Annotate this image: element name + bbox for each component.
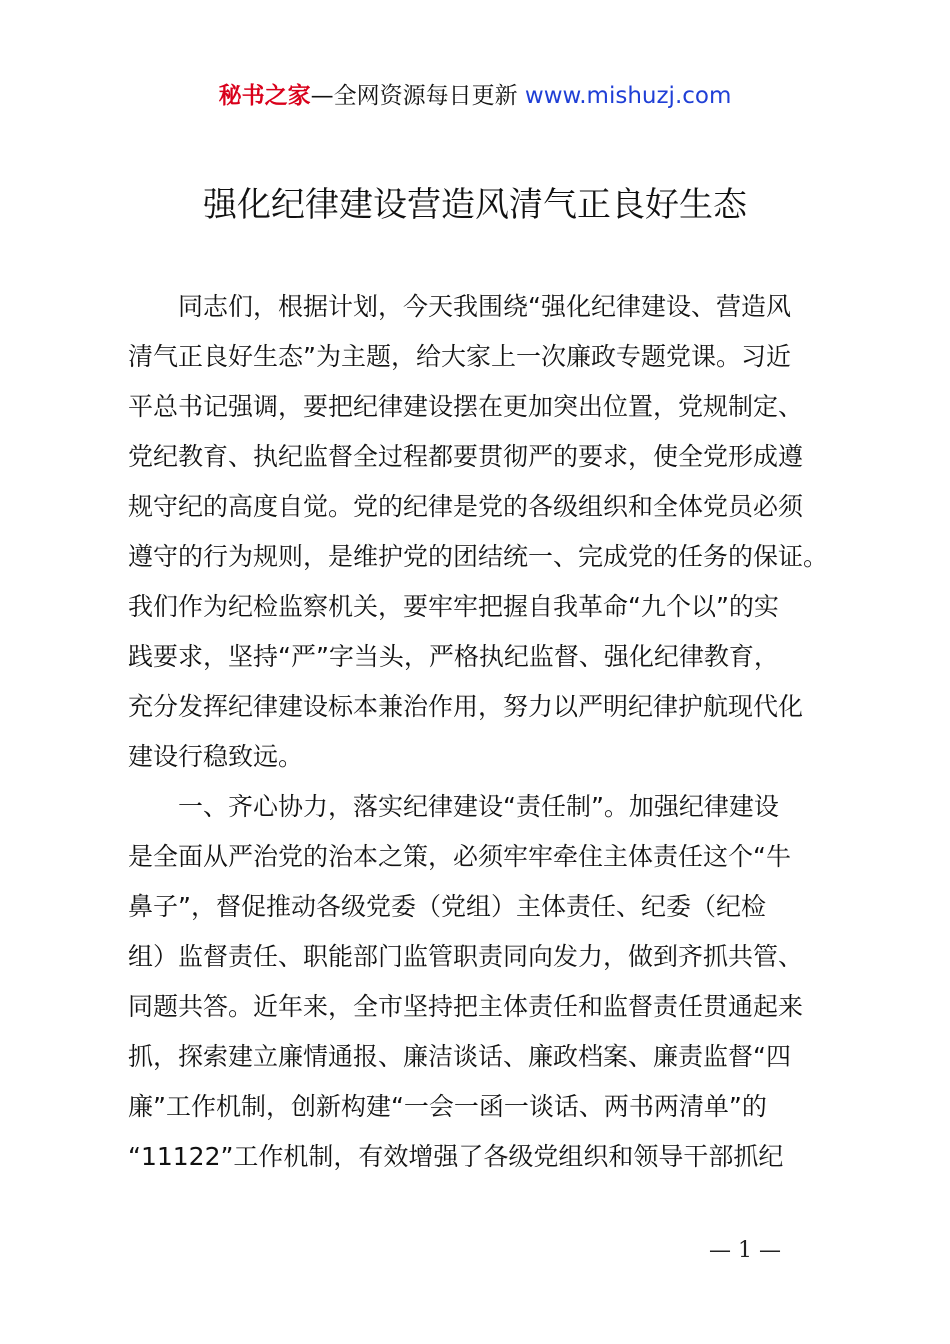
- body-line: 廉”工作机制，创新构建“一会一函一谈话、两书两清单”的: [128, 1092, 767, 1121]
- body-line: 建设行稳致远。: [128, 742, 304, 771]
- body-line: 规守纪的高度自觉。党的纪律是党的各级组织和全体党员必须: [128, 492, 804, 521]
- body-line: 党纪教育、执纪监督全过程都要贯彻严的要求，使全党形成遵: [128, 442, 804, 471]
- body-line: 鼻子”，督促推动各级党委（党组）主体责任、纪委（纪检: [128, 892, 766, 921]
- body-line: 践要求，坚持“严”字当头，严格执纪监督、强化纪律教育，: [128, 642, 779, 671]
- site-brand: 秘书之家: [218, 83, 311, 109]
- page-number: — 1 —: [709, 1238, 781, 1263]
- body-line: 组）监督责任、职能部门监管职责同向发力，做到齐抓共管、: [128, 942, 804, 971]
- body-line: 遵守的行为规则，是维护党的团结统一、完成党的任务的保证。: [128, 542, 829, 571]
- site-tagline: —全网资源每日更新: [310, 83, 518, 109]
- body-line: 充分发挥纪律建设标本兼治作用，努力以严明纪律护航现代化: [128, 692, 804, 721]
- body-line: 同志们，根据计划，今天我围绕“强化纪律建设、营造风: [128, 292, 791, 321]
- body-line: 一、齐心协力，落实纪律建设“责任制”。加强纪律建设: [128, 792, 779, 821]
- document-body: [128, 282, 840, 1182]
- body-line: 抓，探索建立廉情通报、廉洁谈话、廉政档案、廉责监督“四: [128, 1042, 791, 1071]
- body-line: 同题共答。近年来，全市坚持把主体责任和监督责任贯通起来: [128, 992, 804, 1021]
- body-line: 是全面从严治党的治本之策，必须牢牢牵住主体责任这个“牛: [128, 842, 791, 871]
- site-banner: [0, 80, 950, 112]
- document-title: 强化纪律建设营造风清气正良好生态: [203, 185, 747, 225]
- body-line: 平总书记强调，要把纪律建设摆在更加突出位置，党规制定、: [128, 392, 804, 421]
- body-line: “11122”工作机制，有效增强了各级党组织和领导干部抓纪: [128, 1142, 784, 1171]
- body-line: 我们作为纪检监察机关，要牢牢把握自我革命“九个以”的实: [128, 592, 779, 621]
- body-line: 清气正良好生态”为主题，给大家上一次廉政专题党课。习近: [128, 342, 791, 371]
- site-url-link[interactable]: www.mishuzj.com: [524, 83, 732, 109]
